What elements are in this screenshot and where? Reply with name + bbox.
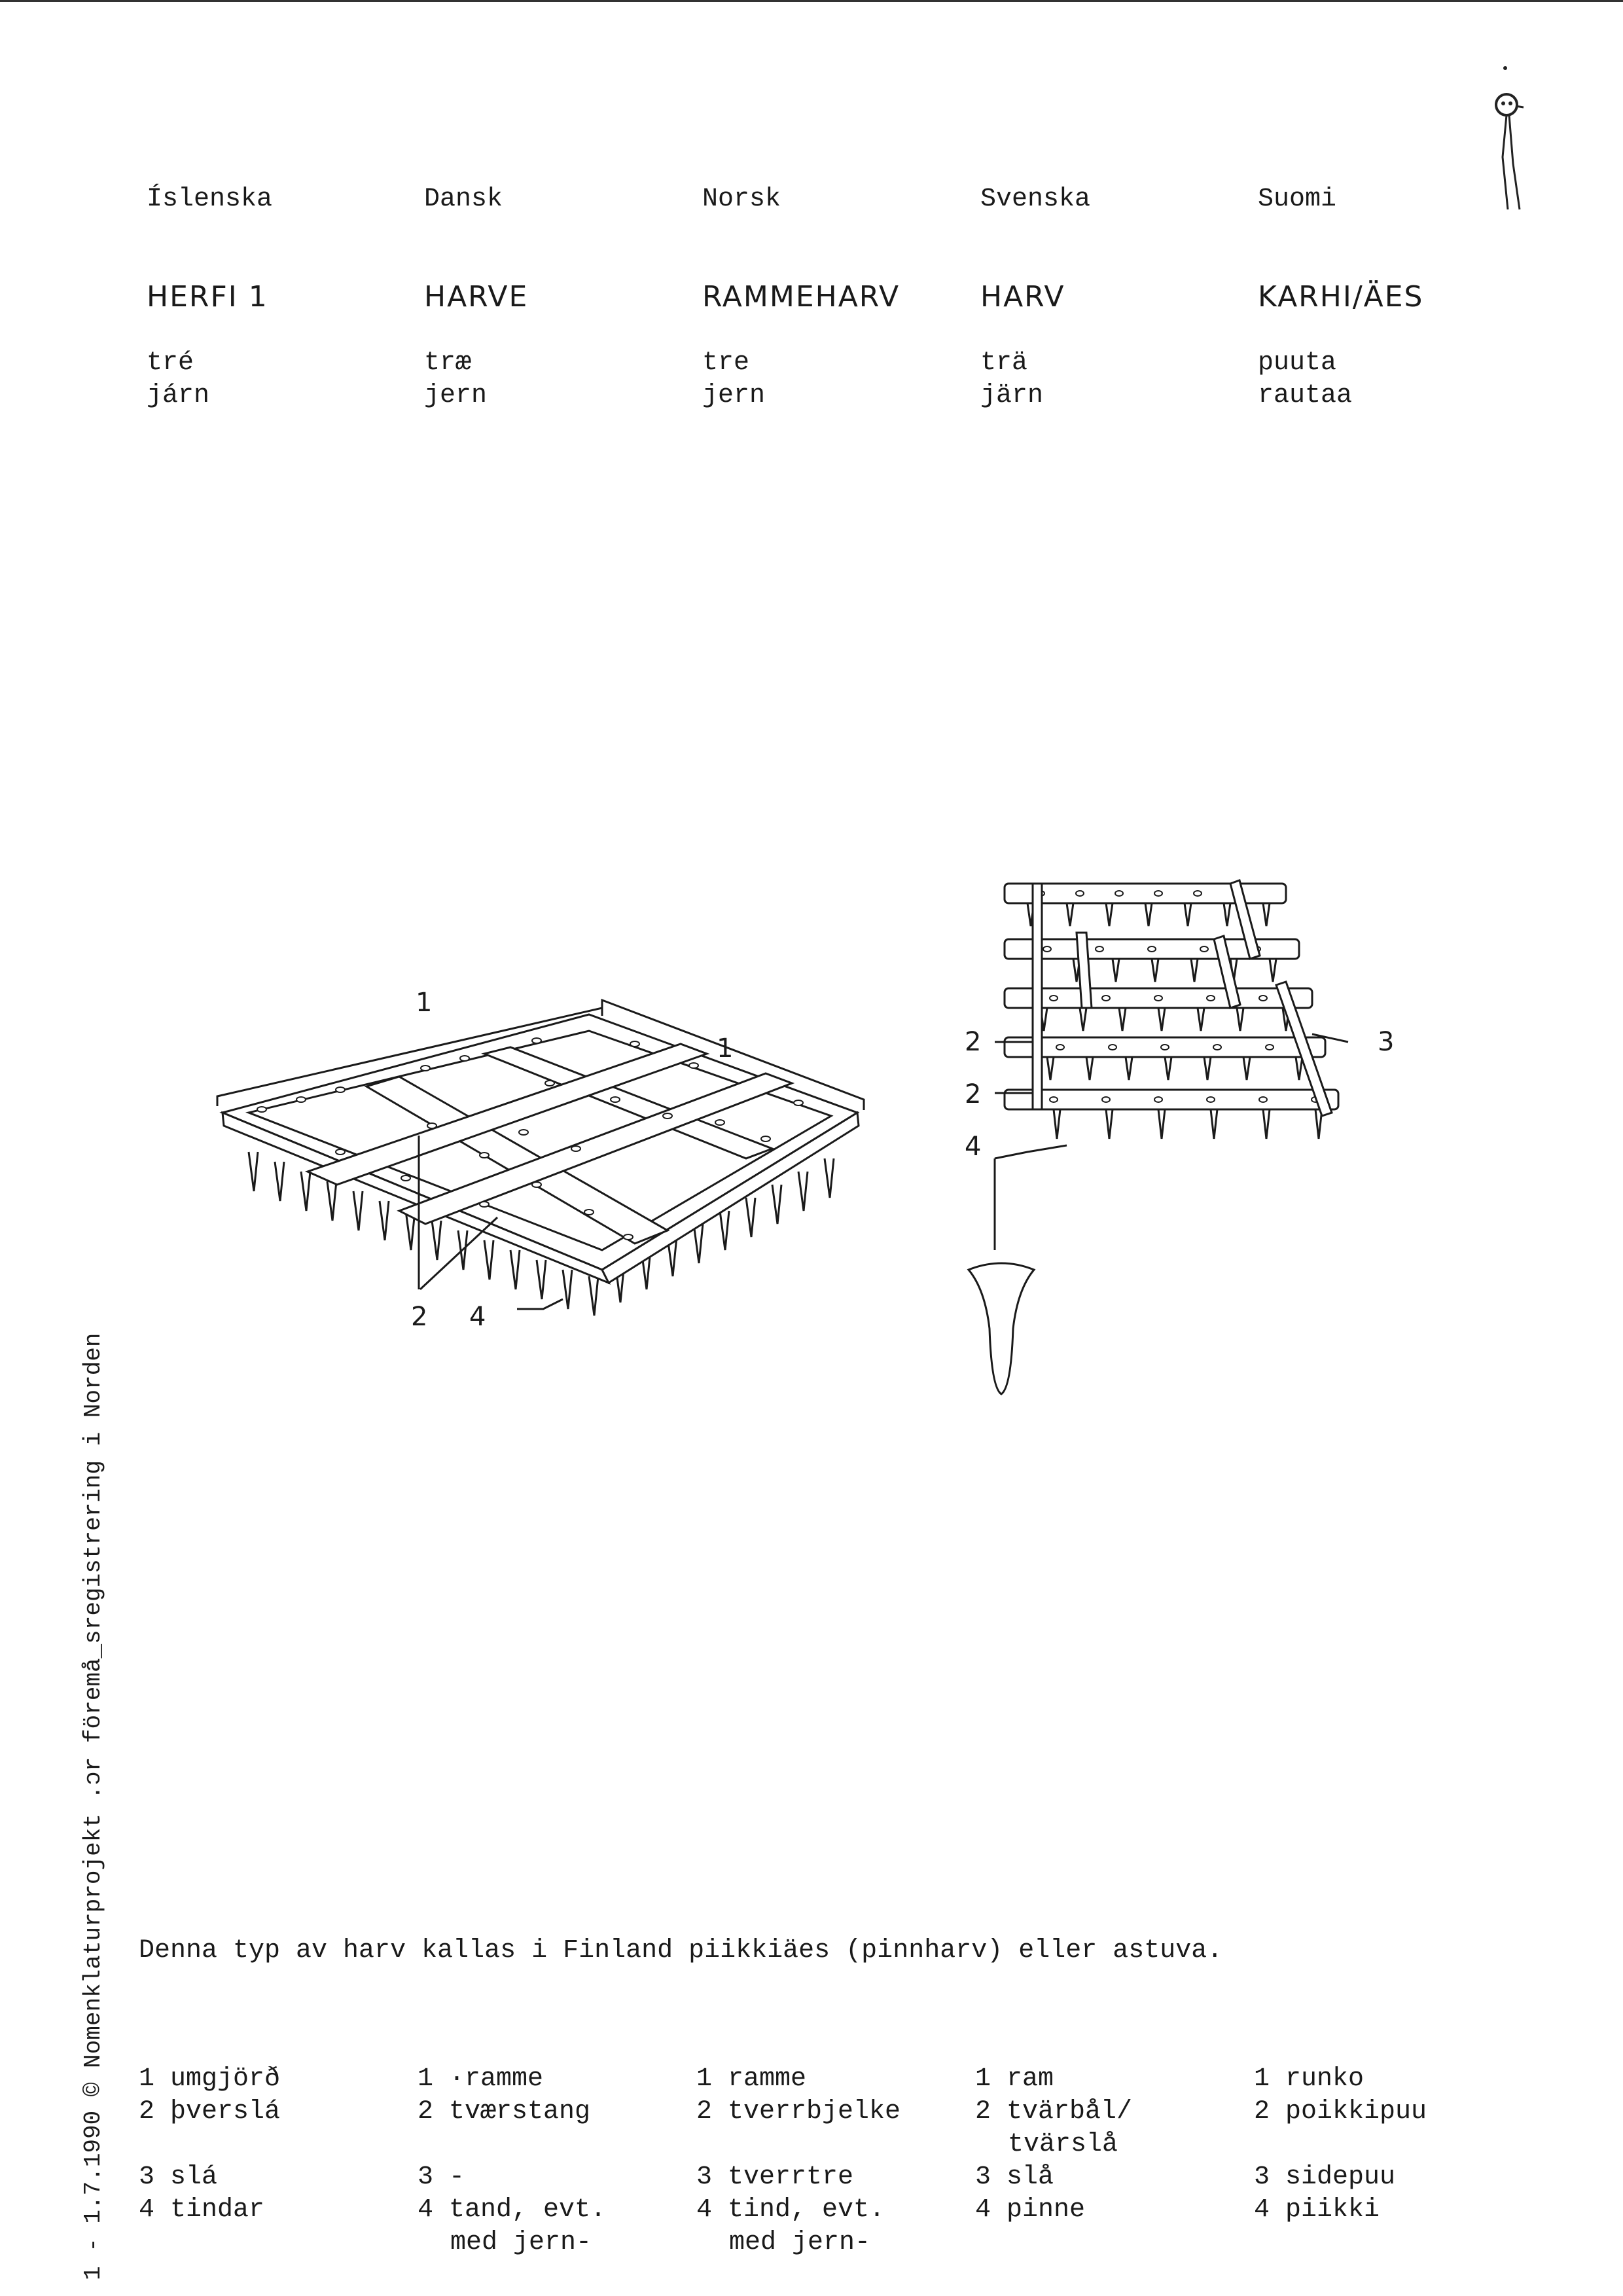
term-danish: HARVE [424,280,529,314]
parts-list-icelandic [139,2063,414,2227]
plank-harrow-illustration [955,870,1427,1407]
part-1: 1 umgjörð [139,2064,281,2094]
part-4: 4 pinne [975,2195,1086,2225]
lang-icelandic: Íslenska [147,185,273,214]
material-iron-no: jern [702,381,766,410]
parts-list-finnish [1254,2063,1529,2227]
part-2: 2 poikkipuu [1254,2097,1427,2126]
material-wood-da: træ [424,348,472,378]
lang-swedish: Svenska [980,185,1091,214]
stamp-figure [1480,59,1539,223]
label-4: 4 [469,1302,486,1332]
part-2: 2 tværstang [418,2097,591,2126]
material-iron-fi: rautaa [1258,381,1353,410]
part-3: 3 slå [975,2162,1054,2192]
spacer [1254,2128,1529,2161]
lang-danish: Dansk [424,185,503,214]
tine-detail [969,1263,1034,1394]
label-1-right: 1 [717,1033,734,1064]
part-3: 3 tverrtre [696,2162,854,2192]
part-4: 4 tand, evt. [418,2195,607,2225]
term-finnish: KARHI/ÄES [1258,280,1424,314]
part-1: 1 ·ramme [418,2064,544,2094]
lang-finnish: Suomi [1258,185,1337,214]
part-4: 4 tindar [139,2195,265,2225]
parts-list-norwegian [696,2063,971,2259]
label-2-lower: 2 [965,1079,982,1109]
top-border [0,0,1623,2]
part-4-continued: med jern- [450,2228,592,2257]
part-3: 3 sidepuu [1254,2162,1396,2192]
term-icelandic: HERFI 1 [147,280,268,314]
material-iron-is: járn [147,381,210,410]
label-3: 3 [1378,1027,1395,1057]
part-1: 1 ram [975,2064,1054,2094]
material-wood-no: tre [702,348,750,378]
part-2-continued: tvärslå [1008,2130,1118,2159]
part-4-continued: med jern- [729,2228,871,2257]
part-3: 3 slá [139,2162,218,2192]
side-caption: 1 - 1.7.1990 © Nomenklaturprojekt .ɔr föremå_sregistrering i Norden [80,1333,107,2280]
parts-list-danish [418,2063,692,2259]
lang-norwegian: Norsk [702,185,781,214]
material-iron-da: jern [424,381,488,410]
material-wood-sv: trä [980,348,1028,378]
term-swedish: HARV [980,280,1065,314]
material-iron-sv: järn [980,381,1044,410]
spacer [696,2128,971,2161]
note-text: Denna typ av harv kallas i Finland piikkiäes (pinnharv) eller astuva. [139,1936,1223,1965]
label-1-left: 1 [416,988,433,1018]
label-2: 2 [411,1302,428,1332]
part-2: 2 tverrbjelke [696,2097,901,2126]
part-2: 2 þverslá [139,2097,281,2126]
material-wood-is: tré [147,348,194,378]
part-3: 3 - [418,2162,465,2192]
term-norwegian: RAMMEHARV [702,280,901,314]
material-wood-fi: puuta [1258,348,1337,378]
frame-harrow-illustration [209,982,903,1348]
label-4-right: 4 [965,1132,982,1162]
label-2-upper: 2 [965,1027,982,1057]
spacer [418,2128,692,2161]
part-1: 1 runko [1254,2064,1364,2094]
part-1: 1 ramme [696,2064,807,2094]
spacer [139,2128,414,2161]
part-4: 4 tind, evt. [696,2195,885,2225]
part-4: 4 piikki [1254,2195,1380,2225]
part-2: 2 tvärbål/ [975,2097,1133,2126]
parts-list-swedish [975,2063,1250,2227]
